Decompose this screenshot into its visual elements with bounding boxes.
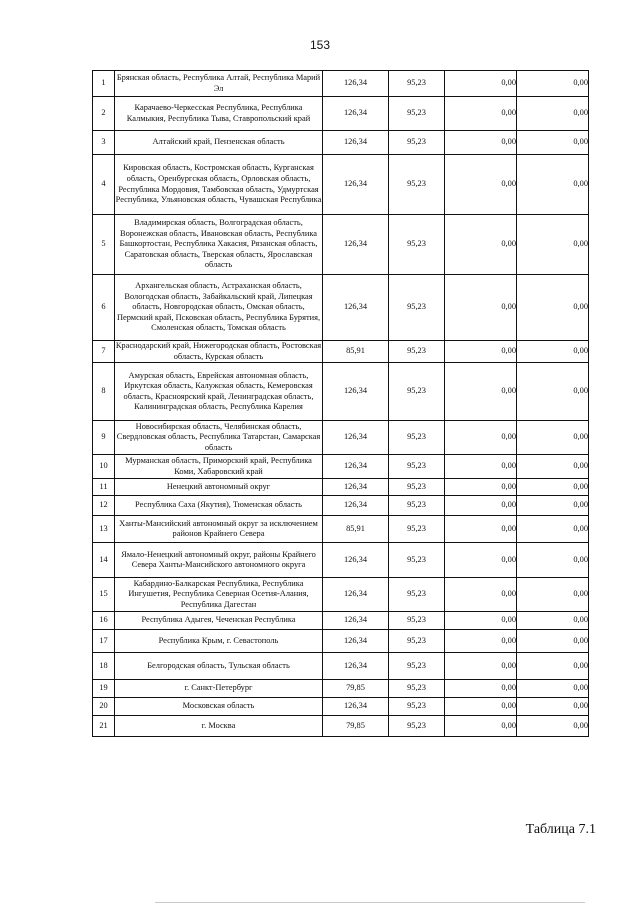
value-cell-3: 0,00 [445,496,517,516]
value-cell-4: 0,00 [517,421,589,455]
value-cell-3: 0,00 [445,543,517,578]
table-row [93,215,589,275]
value-cell-4: 0,00 [517,341,589,363]
value-cell-3: 0,00 [445,698,517,716]
value-cell-2: 95,23 [389,479,445,496]
value-cell-4: 0,00 [517,363,589,421]
value-cell-1: 85,91 [323,516,389,543]
value-cell-4: 0,00 [517,516,589,543]
row-number: 2 [93,97,115,131]
table-row [93,653,589,680]
value-cell-4: 0,00 [517,653,589,680]
value-cell-2: 95,23 [389,578,445,612]
table-row [93,341,589,363]
region-name: Амурская область, Еврейская автономная область, Иркутская область, Калужская область, Кемеровская область, Красноярский край, Ленинградская область, Калининградская область, Республика Карелия [115,363,323,421]
value-cell-3: 0,00 [445,155,517,215]
row-number: 12 [93,496,115,516]
value-cell-4: 0,00 [517,630,589,653]
region-name: Мурманская область, Приморский край, Республика Коми, Хабаровский край [115,455,323,479]
value-cell-1: 79,85 [323,680,389,698]
value-cell-1: 126,34 [323,698,389,716]
table-row [93,630,589,653]
row-number: 20 [93,698,115,716]
value-cell-1: 126,34 [323,363,389,421]
row-number: 15 [93,578,115,612]
region-name: Московская область [115,698,323,716]
value-cell-4: 0,00 [517,698,589,716]
region-name: Республика Адыгея, Чеченская Республика [115,612,323,630]
value-cell-3: 0,00 [445,71,517,97]
value-cell-4: 0,00 [517,131,589,155]
region-name: Краснодарский край, Нижегородская область, Ростовская область, Курская область [115,341,323,363]
row-number: 18 [93,653,115,680]
value-cell-3: 0,00 [445,516,517,543]
value-cell-2: 95,23 [389,630,445,653]
value-cell-4: 0,00 [517,71,589,97]
value-cell-2: 95,23 [389,680,445,698]
rates-table-body [93,71,589,737]
table-row [93,578,589,612]
value-cell-1: 126,34 [323,97,389,131]
value-cell-2: 95,23 [389,155,445,215]
value-cell-4: 0,00 [517,496,589,516]
region-name: Брянская область, Республика Алтай, Республика Марий Эл [115,71,323,97]
page-number: 153 [309,38,331,52]
region-name: Кабардино-Балкарская Республика, Республика Ингушетия, Республика Северная Осетия-Алания, Республика Дагестан [115,578,323,612]
value-cell-2: 95,23 [389,653,445,680]
table-row [93,97,589,131]
value-cell-2: 95,23 [389,341,445,363]
row-number: 13 [93,516,115,543]
table-row [93,698,589,716]
value-cell-1: 126,34 [323,421,389,455]
table-row [93,421,589,455]
value-cell-3: 0,00 [445,479,517,496]
value-cell-3: 0,00 [445,363,517,421]
table-label: Таблица 7.1 [525,822,596,837]
value-cell-2: 95,23 [389,516,445,543]
region-name: Кировская область, Костромская область, Курганская область, Оренбургская область, Орловская область, Республика Мордовия, Тамбовская область, Удмуртская Республика, Ульяновская область, Чувашская Республика [115,155,323,215]
table-row [93,716,589,737]
value-cell-3: 0,00 [445,131,517,155]
value-cell-4: 0,00 [517,543,589,578]
table-row [93,543,589,578]
row-number: 6 [93,275,115,341]
region-name: Владимирская область, Волгоградская область, Воронежская область, Ивановская область, Республика Башкортостан, Республика Хакасия, Рязанская область, Саратовская область, Тверская область, Ярославская область [115,215,323,275]
value-cell-4: 0,00 [517,612,589,630]
region-name: г. Москва [115,716,323,737]
region-name: Белгородская область, Тульская область [115,653,323,680]
row-number: 9 [93,421,115,455]
region-name: Ямало-Ненецкий автономный округ, районы Крайнего Севера Ханты-Мансийского автономного округа [115,543,323,578]
value-cell-1: 126,34 [323,131,389,155]
value-cell-2: 95,23 [389,496,445,516]
row-number: 19 [93,680,115,698]
row-number: 11 [93,479,115,496]
row-number: 5 [93,215,115,275]
row-number: 10 [93,455,115,479]
value-cell-2: 95,23 [389,716,445,737]
table-row [93,363,589,421]
value-cell-1: 126,34 [323,71,389,97]
value-cell-3: 0,00 [445,612,517,630]
value-cell-1: 126,34 [323,612,389,630]
value-cell-4: 0,00 [517,716,589,737]
value-cell-1: 126,34 [323,215,389,275]
scan-edge-line [155,902,585,903]
region-name: Республика Саха (Якутия), Тюменская область [115,496,323,516]
value-cell-3: 0,00 [445,630,517,653]
value-cell-1: 126,34 [323,479,389,496]
table-row [93,680,589,698]
value-cell-3: 0,00 [445,341,517,363]
value-cell-4: 0,00 [517,97,589,131]
table-row [93,496,589,516]
table-row [93,155,589,215]
value-cell-1: 126,34 [323,455,389,479]
value-cell-2: 95,23 [389,421,445,455]
value-cell-2: 95,23 [389,543,445,578]
value-cell-2: 95,23 [389,612,445,630]
region-name: г. Санкт-Петербург [115,680,323,698]
value-cell-2: 95,23 [389,455,445,479]
value-cell-4: 0,00 [517,455,589,479]
region-name: Ханты-Мансийский автономный округ за исключением районов Крайнего Севера [115,516,323,543]
value-cell-4: 0,00 [517,155,589,215]
value-cell-1: 85,91 [323,341,389,363]
row-number: 14 [93,543,115,578]
table-row [93,612,589,630]
rates-table [92,70,589,737]
value-cell-3: 0,00 [445,455,517,479]
value-cell-2: 95,23 [389,363,445,421]
value-cell-4: 0,00 [517,680,589,698]
value-cell-4: 0,00 [517,215,589,275]
value-cell-2: 95,23 [389,97,445,131]
value-cell-4: 0,00 [517,479,589,496]
row-number: 21 [93,716,115,737]
row-number: 3 [93,131,115,155]
table-row [93,455,589,479]
value-cell-3: 0,00 [445,275,517,341]
value-cell-3: 0,00 [445,716,517,737]
value-cell-2: 95,23 [389,215,445,275]
row-number: 17 [93,630,115,653]
region-name: Карачаево-Черкесская Республика, Республика Калмыкия, Республика Тыва, Ставропольский край [115,97,323,131]
table-row [93,131,589,155]
value-cell-1: 79,85 [323,716,389,737]
value-cell-1: 126,34 [323,543,389,578]
table-row [93,516,589,543]
value-cell-1: 126,34 [323,630,389,653]
region-name: Алтайский край, Пензенская область [115,131,323,155]
value-cell-2: 95,23 [389,698,445,716]
value-cell-2: 95,23 [389,71,445,97]
value-cell-4: 0,00 [517,578,589,612]
region-name: Новосибирская область, Челябинская область, Свердловская область, Республика Татарстан, Самарская область [115,421,323,455]
table-row [93,71,589,97]
value-cell-3: 0,00 [445,421,517,455]
row-number: 16 [93,612,115,630]
row-number: 4 [93,155,115,215]
value-cell-1: 126,34 [323,578,389,612]
row-number: 8 [93,363,115,421]
value-cell-3: 0,00 [445,680,517,698]
value-cell-2: 95,23 [389,275,445,341]
table-row [93,479,589,496]
value-cell-3: 0,00 [445,653,517,680]
region-name: Ненецкий автономный округ [115,479,323,496]
value-cell-3: 0,00 [445,215,517,275]
region-name: Архангельская область, Астраханская область, Вологодская область, Забайкальский край, Липецкая область, Новгородская область, Омская область, Пермский край, Псковская область, Республика Бурятия, Смоленская область, Томская область [115,275,323,341]
table-row [93,275,589,341]
value-cell-2: 95,23 [389,131,445,155]
value-cell-4: 0,00 [517,275,589,341]
value-cell-1: 126,34 [323,155,389,215]
row-number: 1 [93,71,115,97]
value-cell-1: 126,34 [323,496,389,516]
value-cell-1: 126,34 [323,653,389,680]
row-number: 7 [93,341,115,363]
value-cell-1: 126,34 [323,275,389,341]
value-cell-3: 0,00 [445,578,517,612]
region-name: Республика Крым, г. Севастополь [115,630,323,653]
value-cell-3: 0,00 [445,97,517,131]
